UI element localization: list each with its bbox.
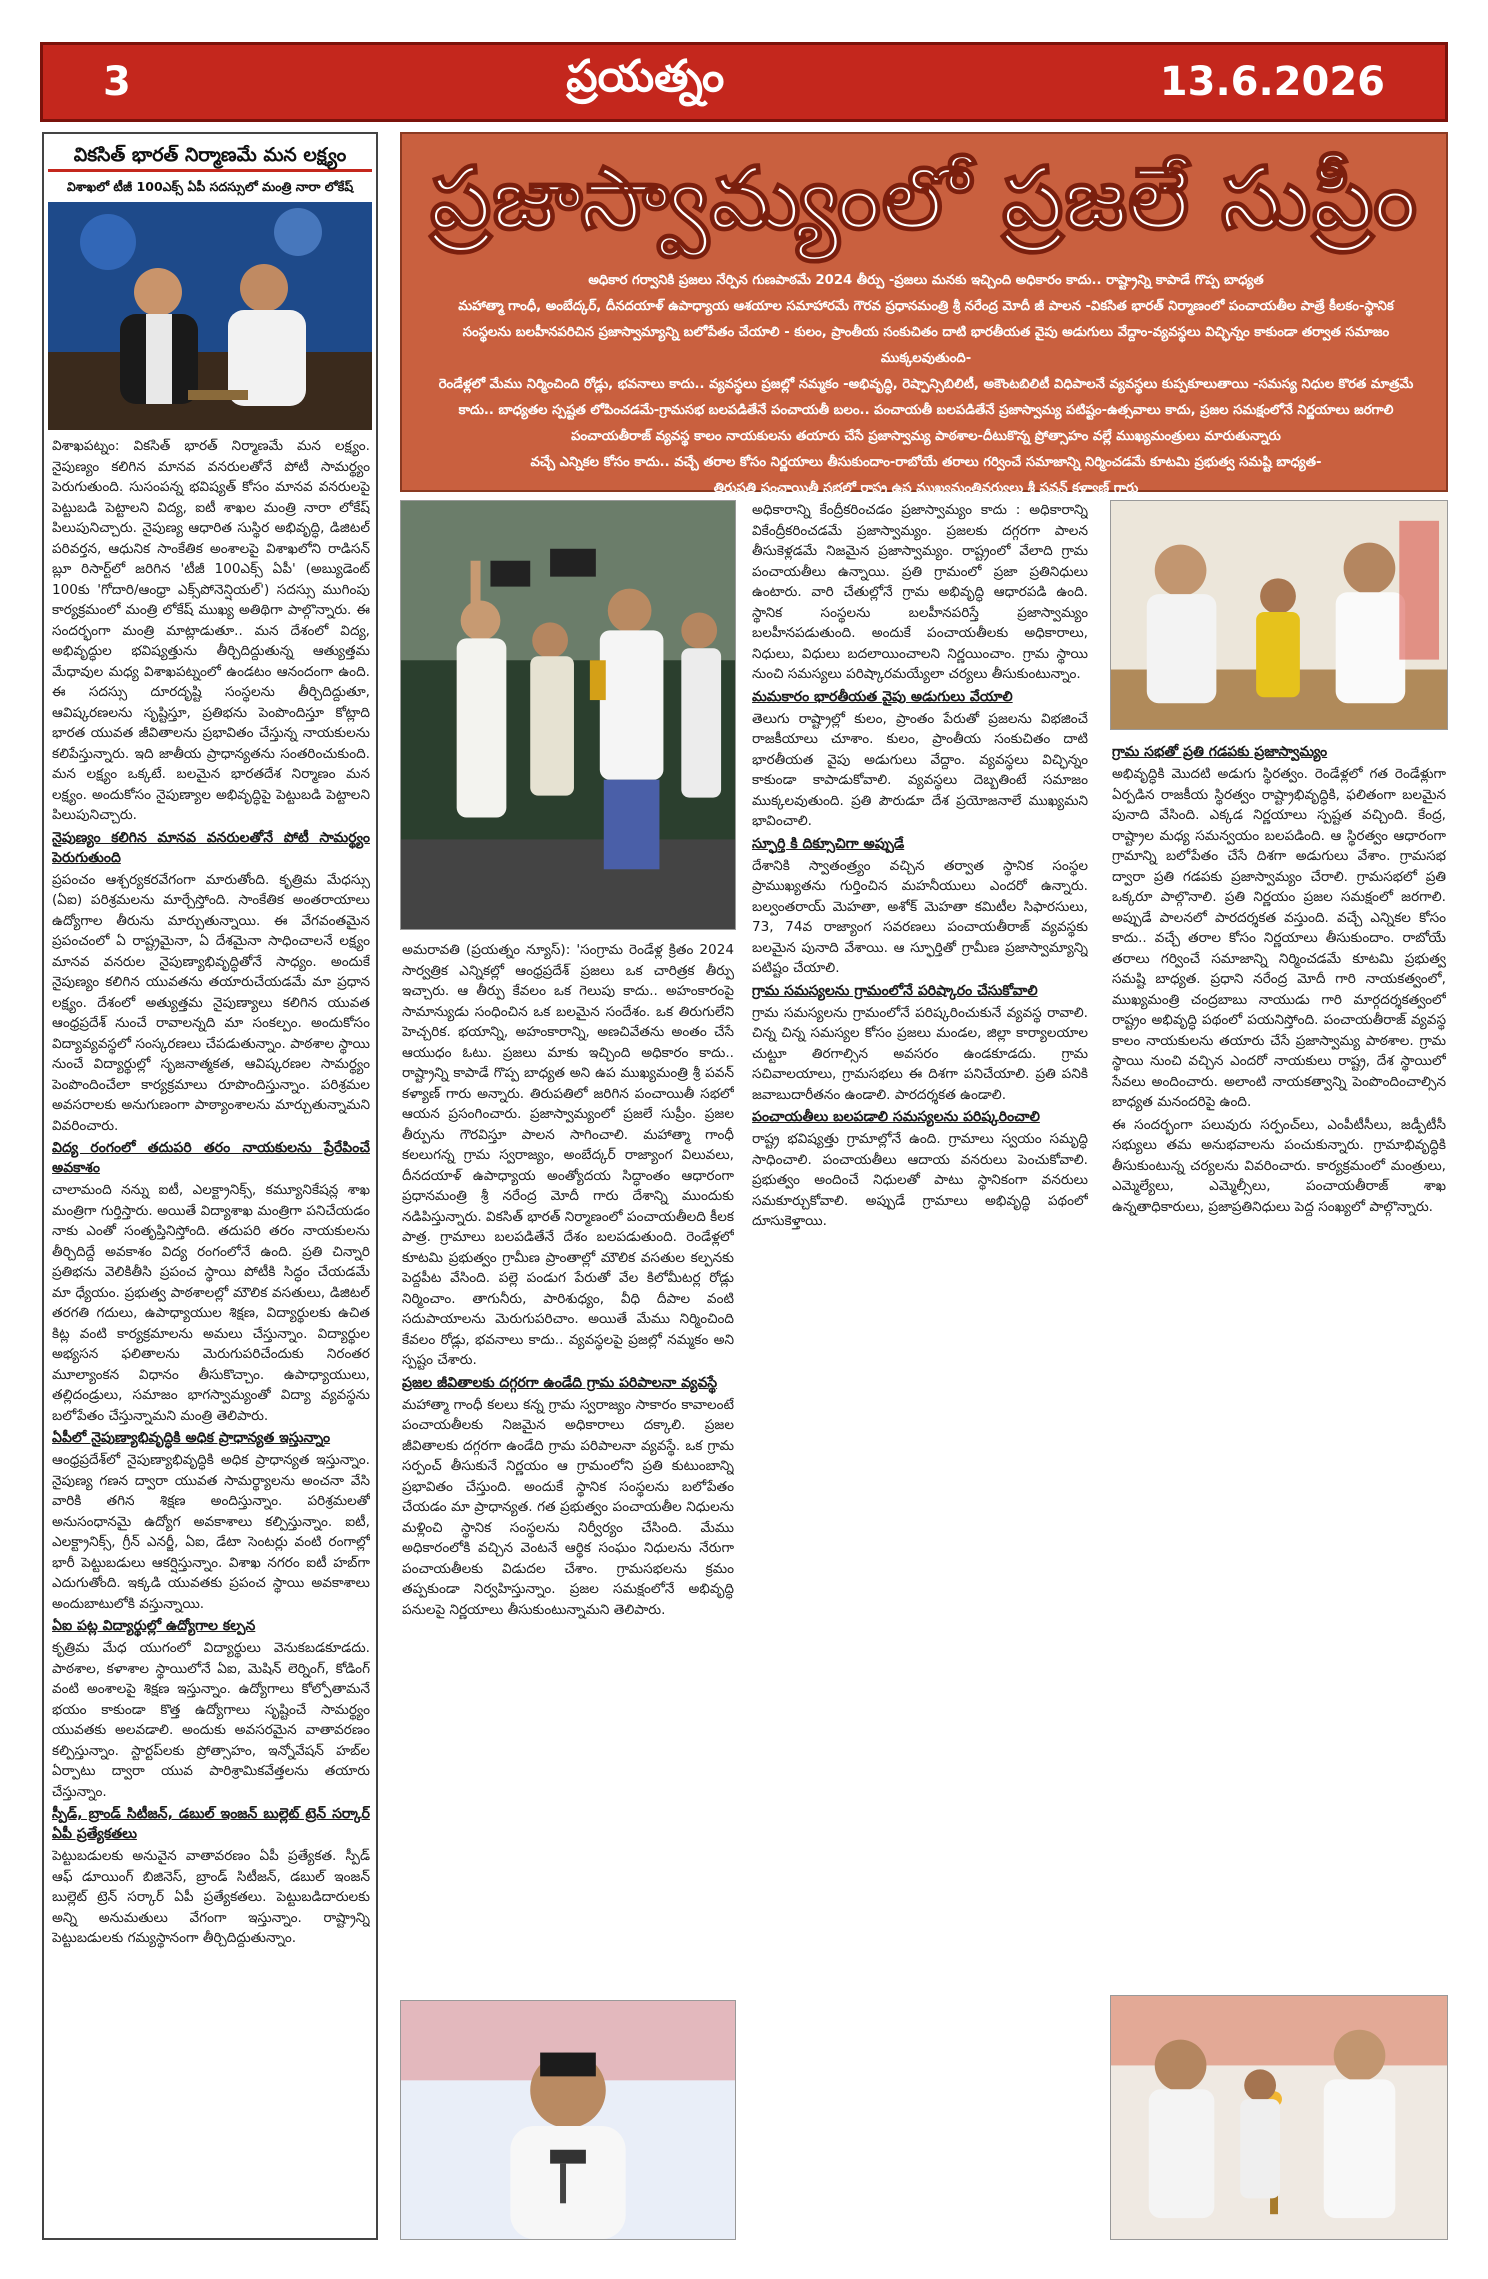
- main-subhead-c: మమకారం భారతీయత వైపు అడుగులు వేయాలి: [752, 688, 1013, 705]
- banner-line: కాదు.. బాధ్యతల స్పష్టత లోపించడమే-గ్రామసభ బలపడితేనే పంచాయతీ బలం.. పంచాయతీ బలపడితేనే ప్రజాస్వామ్య పటిష్టం-ఉత్సవాలు కాదు, ప్రజల సమక్షంలోనే నిర్ణయాలు జరగాలి: [458, 403, 1394, 418]
- main-body-para-c: అధికారాన్ని కేంద్రీకరించడం ప్రజాస్వామ్యం కాదు : అధికారాన్ని వికేంద్రీకరించడమే ప్రజాస్వామ్యం. ప్రజలకు దగ్గరగా పాలన తీసుకెళ్లడమే నిజమైన ప్రజాస్వామ్యం. రాష్ట్రంలో వేలాది గ్రామ పంచాయతీలు ఉన్నాయి. ప్రతి గ్రామంలో ప్రజా ప్రతినిధులు ఉంటారు. వారి చేతుల్లోనే గ్రామ అభివృద్ధి ఆధారపడి ఉంది. స్థానిక సంస్థలను బలహీనపరిస్తే ప్రజాస్వామ్యం బలహీనపడుతుంది. అందుకే పంచాయతీలకు అధికారాలు, నిధులు, విధులు బదలాయించాలని నిర్ణయించాం. గ్రామ స్థాయి నుంచి సమస్యలు పరిష్కారమయ్యేలా చర్యలు తీసుకుంటున్నాం.: [752, 502, 1088, 682]
- left-body-para-4: ఆంధ్రప్రదేశ్‌లో నైపుణ్యాభివృద్ధికి అధిక ప్రాధాన్యత ఇస్తున్నాం. నైపుణ్య గణన ద్వారా యువత సామర్థ్యాలను అంచనా వేసి వారికి తగిన శిక్షణ అందిస్తున్నాం. పరిశ్రమలతో అనుసంధానమై ఉద్యోగ అవకాశాలు కల్పిస్తున్నాం. ఐటీ, ఎలక్ట్రానిక్స్, గ్రీన్ ఎనర్జీ, ఏఐ, డేటా సెంటర్లు వంటి రంగాల్లో భారీ పెట్టుబడులు ఆకర్షిస్తున్నాం. విశాఖ నగరం ఐటీ హబ్‌గా ఎదుగుతోంది. ఇక్కడి యువతకు ప్రపంచ స్థాయి అవకాశాలు అందుబాటులోకి వస్తున్నాయి.: [52, 1452, 370, 1612]
- main-headline: ప్రజాస్వామ్యంలో ప్రజలే సుప్రీం: [430, 149, 1418, 249]
- left-body-para-3: చాలామంది నన్ను ఐటీ, ఎలక్ట్రానిక్స్, కమ్యూనికేషన్ల శాఖ మంత్రిగా గుర్తిస్తారు. అయితే విద్యాశాఖ మంత్రిగా పనిచేయడం నాకు ఎంతో సంతృప్తినిస్తోంది. తదుపరి తరం నాయకులను తీర్చిదిద్దే అవకాశం విద్య రంగంలోనే ఉంది. ప్రతి చిన్నారి ప్రతిభను వెలికితీసి ప్రపంచ స్థాయి పోటీకి సిద్ధం చేయడమే మా ధ్యేయం. ప్రభుత్వ పాఠశాలల్లో మౌలిక వసతులు, డిజిటల్ తరగతి గదులు, ఉపాధ్యాయుల శిక్షణ, విద్యార్థులకు ఉచిత కిట్ల వంటి కార్యక్రమాలను అమలు చేస్తున్నాం. విద్యార్థుల అభ్యసన ఫలితాలను మెరుగుపరిచేందుకు నిరంతర మూల్యాంకన విధానం తీసుకొచ్చాం. ఉపాధ్యాయులు, తల్లిదండ్రులు, సమాజం భాగస్వామ్యంతో విద్యా వ్యవస్థను బలోపేతం చేస్తున్నామని మంత్రి తెలిపారు.: [52, 1182, 370, 1424]
- left-body-para-6: పెట్టుబడులకు అనువైన వాతావరణం ఏపీ ప్రత్యేకత. స్పీడ్ ఆఫ్ డూయింగ్ బిజినెస్, బ్రాండ్ సిటీజన్, డబుల్ ఇంజన్ బుల్లెట్ ట్రెన్ సర్కార్ ఏపీ ప్రత్యేకతలు. పెట్టుబడిదారులకు అన్ని అనుమతులు వేగంగా ఇస్తున్నాం. రాష్ట్రాన్ని పెట్టుబడులకు గమ్యస్థానంగా తీర్చిదిద్దుతున్నాం.: [52, 1848, 370, 1946]
- speech-photo: [400, 2000, 736, 2240]
- main-body-para-i: ఈ సందర్భంగా పలువురు సర్పంచ్‌లు, ఎంపీటీసీలు, జడ్పీటీసీ సభ్యులు తమ అనుభవాలను పంచుకున్నారు. గ్రామాభివృద్ధికి తీసుకుంటున్న చర్యలను వివరించారు. కార్యక్రమంలో మంత్రులు, ఎమ్మెల్యేలు, ఎమ్మెల్సీలు, పంచాయతీరాజ్ శాఖ ఉన్నతాధికారులు, ప్రజాప్రతినిధులు పెద్ద సంఖ్యలో పాల్గొన్నారు.: [1112, 1116, 1446, 1215]
- main-subhead-g: గ్రామ సభతో ప్రతి గడపకు ప్రజాస్వామ్యం: [1112, 744, 1328, 760]
- banner-line: మహాత్మా గాంధీ, అంబేద్కర్, దీనదయాళ్ ఉపాధ్యాయ ఆశయాల సమాహారమే గౌరవ ప్రధానమంత్రి శ్రీ నరేంద్ర మోదీ జీ పాలన -వికసిత భారత్ నిర్మాణంలో పంచాయతీల పాత్రే కీలకం-స్థానిక: [458, 299, 1394, 314]
- page-number: 3: [103, 59, 131, 105]
- left-story-box: [42, 132, 378, 2240]
- banner-line: అధికార గర్వానికి ప్రజలు నేర్పిన గుణపాఠమే 2024 తీర్పు -ప్రజలు మనకు ఇచ్చింది అధికారం కాదు.. రాష్ట్రాన్ని కాపాడే గొప్ప బాధ్యత: [588, 273, 1264, 288]
- left-subhead-5: స్పీడ్, బ్రాండ్ సిటీజన్, డబుల్ ఇంజన్ బుల్లెట్ ట్రెన్ సర్కార్ ఏపీ ప్రత్యేకతలు: [52, 1806, 370, 1842]
- left-story-headline: వికసిత్ భారత్ నిర్మాణమే మన లక్ష్యం: [48, 138, 372, 172]
- main-subhead-e: గ్రామ సమస్యలను గ్రామంలోనే పరిష్కారం చేసుకోవాలి: [752, 982, 1038, 999]
- main-body-para-f: గ్రామ సమస్యలను గ్రామంలోనే పరిష్కరించుకునే వ్యవస్థ రావాలి. చిన్న చిన్న సమస్యల కోసం ప్రజలు మండల, జిల్లా కార్యాలయాల చుట్టూ తిరగాల్సిన అవసరం ఉండకూడదు. గ్రామ సచివాలయాలు, గ్రామసభలు ఈ దిశగా పనిచేయాలి. ప్రతి పనికి జవాబుదారీతనం ఉండాలి. పారదర్శకత ఉండాలి.: [752, 1004, 1088, 1103]
- banner-line: తిరుపతి పంచాయితీ సభలో రాష్ట్ర ఉప ముఖ్యమంత్రివర్యులు శ్రీ పవన్ కళ్యాణ్ గారు: [713, 481, 1139, 496]
- banner-line: పంచాయతీరాజ్ వ్యవస్థ కాలం నాయకులను తయారు చేసే ప్రజాస్వామ్య పాఠశాల-దీటుకొన్న ప్రోత్సాహం వల్లే ముఖ్యమంత్రులు మారుతున్నారు: [571, 429, 1281, 444]
- main-body-para-e: దేశానికి స్వాతంత్ర్యం వచ్చిన తర్వాత స్థానిక సంస్థల ప్రాముఖ్యతను గుర్తించిన మహనీయులు ఎందరో ఉన్నారు. బల్వంతరాయ్ మెహతా, అశోక్ మెహతా కమిటీల సిఫారసులు, 73, 74వ రాజ్యాంగ సవరణలు పంచాయతీరాజ్ వ్యవస్థకు బలమైన పునాది వేశాయి. ఆ స్ఫూర్తితో గ్రామీణ ప్రజాస్వామ్యాన్ని పటిష్టం చేయాలి.: [752, 857, 1088, 976]
- left-subhead-2: విద్య రంగంలో తదుపరి తరం నాయకులను ప్రేరేపించే అవకాశం: [52, 1140, 370, 1176]
- left-body-para-2: ప్రపంచం ఆశ్చర్యకరవేగంగా మారుతోంది. కృత్రిమ మేధస్సు (ఏఐ) పరిశ్రమలను మార్చేస్తోంది. సాంకేతిక అంతరాయాలు ఉద్యోగాల తీరును మార్చుతున్నాయి. ఈ వేగవంతమైన ప్రపంచంలో ఏ రాష్ట్రమైనా, ఏ దేశమైనా సాధించాలనే లక్ష్యం మానవ వనరుల నైపుణ్యాభివృద్ధితోనే సాధ్యం. అందుకే నైపుణ్యం కలిగిన యువతను తయారుచేయడమే మా ప్రధాన లక్ష్యం. దేశంలో అత్యుత్తమ నైపుణ్యాలు కలిగిన యువత ఆంధ్రప్రదేశ్ నుంచే రావాలన్నది మా సంకల్పం. అందుకోసం విద్యావ్యవస్థలో సంస్కరణలు చేపడుతున్నాం. పాఠశాల స్థాయి నుంచే విద్యార్థుల్లో సృజనాత్మకత, ఆవిష్కరణల సామర్థ్యం పెంపొందించేలా కార్యక్రమాలు రూపొందిస్తున్నాం. పరిశ్రమల అవసరాలకు అనుగుణంగా పాఠ్యాంశాలను మార్చుతున్నామని వివరించారు.: [52, 871, 370, 1134]
- left-body-para-5: కృత్రిమ మేధ యుగంలో విద్యార్థులు వెనుకబడకూడదు. పాఠశాల, కళాశాల స్థాయిలోనే ఏఐ, మెషిన్ లెర్నింగ్, కోడింగ్ వంటి అంశాలపై శిక్షణ ఇస్తున్నాం. ఉద్యోగాలు కోల్పోతామనే భయం కాకుండా కొత్త ఉద్యోగాలు సృష్టించే సామర్థ్యం యువతకు అలవడాలి. అందుకు అవసరమైన వాతావరణం కల్పిస్తున్నాం. స్టార్టప్‌లకు ప్రోత్సాహం, ఇన్నోవేషన్ హబ్‌ల ఏర్పాటు ద్వారా యువ పారిశ్రామికవేత్తలను తయారు చేస్తున్నాం.: [52, 1640, 370, 1800]
- left-body-para-1: విశాఖపట్నం: వికసిత్ భారత్ నిర్మాణమే మన లక్ష్యం. నైపుణ్యం కలిగిన మానవ వనరులతోనే పోటీ సామర్థ్యం పెరుగుతుంది. సుసంపన్న భవిష్యత్ కోసం మానవ వనరులపై పెట్టుబడి పెట్టాలని విద్య, ఐటీ శాఖల మంత్రి నారా లోకేష్ పిలుపునిచ్చారు. నైపుణ్య ఆధారిత సుస్థిర అభివృద్ధి, డిజిటల్ పరివర్తన, ఆధునిక సాంకేతిక అంశాలపై విశాఖలోని రాడిసన్ బ్లూ రిసార్ట్‌లో జరిగిన 'టీజీ 100ఎక్స్ ఏపీ' (అబ్యుడెంట్ 100కు 'గోదారి/ఆంధ్రా ఎక్స్‌పోనెన్షియల్') సదస్సు ముగింపు కార్యక్రమంలో మంత్రి లోకేష్ ముఖ్య అతిథిగా పాల్గొన్నారు. ఈ సందర్భంగా మంత్రి మాట్లాడుతూ.. మన దేశంలో విద్య, అభివృద్ధుల భవిష్యత్తును తీర్చిదిద్దుతున్న ఆత్యుత్తమ మేధావుల మధ్య విశాఖపట్నంలో ఉండటం ఆనందంగా ఉంది. ఈ సదస్సు దూరదృష్టి సంస్థలను తీర్చిదిద్దుతూ, ఆవిష్కరణలను సృష్టిస్తూ, ప్రతిభను పెంపొందిస్తూ కోట్లాది భారత యువత జీవితాలను ప్రభావితం చేస్తున్న నాయకులను కలిపేస్తున్నారు. ఇది జాతీయ ప్రాధాన్యతను సంతరించుకుంది. మన లక్ష్యం ఒక్కటే. బలమైన భారతదేశ నిర్మాణం మన లక్ష్యం. అందుకోసం నైపుణ్యాల అభివృద్ధిపై పెట్టుబడి పెట్టాలని పిలుపునిచ్చారు.: [52, 438, 370, 823]
- left-story-body: [52, 436, 370, 2236]
- main-story-col-2: [752, 500, 1088, 2240]
- main-body-para-b: మహాత్మా గాంధీ కలలు కన్న గ్రామ స్వరాజ్యం సాకారం కావాలంటే పంచాయతీలకు నిజమైన అధికారాలు దక్కాలి. ప్రజల జీవితాలకు దగ్గరగా ఉండేది గ్రామ పరిపాలనా వ్యవస్థే. ఒక గ్రామ సర్పంచ్ తీసుకునే నిర్ణయం ఆ గ్రామంలోని ప్రతి కుటుంబాన్ని ప్రభావితం చేస్తుంది. అందుకే స్థానిక సంస్థలను బలోపేతం చేయడం మా ప్రాధాన్యత. గత ప్రభుత్వం పంచాయతీల నిధులను మళ్లించి స్థానిక సంస్థలను నిర్వీర్యం చేసింది. మేము అధికారంలోకి వచ్చిన వెంటనే ఆర్థిక సంఘం నిధులను నేరుగా పంచాయతీలకు విడుదల చేశాం. గ్రామసభలను క్రమం తప్పకుండా నిర్వహిస్తున్నాం. ప్రజల సమక్షంలోనే అభివృద్ధి పనులపై నిర్ణయాలు తీసుకుంటున్నామని తెలిపారు.: [402, 1396, 734, 1618]
- rally-photo: [400, 500, 736, 930]
- masthead-bar: [40, 42, 1448, 122]
- main-subhead-f: పంచాయతీలు బలపడాలి సమస్యలను పరిష్కరించాలి: [752, 1109, 1040, 1125]
- banner-line: వచ్చే ఎన్నికల కోసం కాదు.. వచ్చే తరాల కోసం నిర్ణయాలు తీసుకుందాం-రాబోయే తరాలు గర్వించే సమాజాన్ని నిర్మించడమే కూటమి ప్రభుత్వ సమష్టి బాధ్యత-: [530, 455, 1322, 470]
- issue-date: 13.6.2026: [1159, 59, 1385, 105]
- main-body-para-g: రాష్ట్ర భవిష్యత్తు గ్రామాల్లోనే ఉంది. గ్రామాలు స్వయం సమృద్ధి సాధించాలి. పంచాయతీలు ఆదాయ వనరులు పెంచుకోవాలి. ప్రభుత్వం అందించే నిధులతో పాటు స్థానికంగా వనరులు సమకూర్చుకోవాలి. అప్పుడే గ్రామాలు అభివృద్ధి పథంలో దూసుకెళ్తాయి.: [752, 1131, 1088, 1229]
- left-subhead-4: ఏఐ పట్ల విద్యార్థుల్లో ఉద్యోగాల కల్పన: [52, 1618, 256, 1634]
- main-subhead-a: ప్రజల జీవితాలకు దగ్గరగా ఉండేది గ్రామ పరిపాలనా వ్యవస్థే: [402, 1374, 718, 1391]
- main-headline-banner: [400, 132, 1448, 496]
- left-story-photo: [48, 202, 372, 430]
- banner-subheadlines: [432, 268, 1420, 502]
- main-story-col-3: [1112, 740, 1446, 1980]
- main-story-col-1: [402, 940, 734, 1980]
- left-subhead-3: ఏపీలో నైపుణ్యాభివృద్ధికి అధిక ప్రాధాన్యత ఇస్తున్నాం: [52, 1430, 331, 1446]
- main-body-para-d: తెలుగు రాష్ట్రాల్లో కులం, ప్రాంతం పేరుతో ప్రజలను విభజించే రాజకీయాలు చూశాం. కులం, ప్రాంతీయ సంకుచితం దాటి భారతీయత వైపు అడుగులు వేద్దాం. వ్యవస్థలు విచ్ఛిన్నం కాకుండా కాపాడుకోవాలి. వ్యవస్థలు దెబ్బతింటే సమాజం ముక్కలవుతుంది. ప్రతి పౌరుడూ దేశ ప్రయోజనాలే ముఖ్యమని భావించాలి.: [752, 710, 1088, 829]
- banner-line: సంస్థలను బలహీనపరిచిన ప్రజాస్వామ్యాన్ని బలోపేతం చేయాలి - కులం, ప్రాంతీయ సంకుచితం దాటి భారతీయత వైపు అడుగులు వేద్దాం-వ్యవస్థలు విచ్ఛిన్నం కాకుండా తర్వాత సమాజం ముక్కలవుతుంది-: [462, 325, 1390, 366]
- paper-name: ప్రయత్నం: [566, 51, 725, 102]
- left-subhead-1: నైపుణ్యం కలిగిన మానవ వనరులతోనే పోటీ సామర్థ్యం పెరుగుతుంది: [52, 829, 370, 866]
- main-body-para-h: అభివృద్ధికి మొదటి అడుగు స్థిరత్వం. రెండేళ్లలో గత రెండేళ్లుగా ఏర్పడిన రాజకీయ స్థిరత్వం రాష్ట్రాభివృద్ధికి, ఫలితంగా బలమైన పునాది వేసింది. ఎక్కడ నిర్ణయాలు స్పష్టత వచ్చింది. కేంద్ర, రాష్ట్రాల మధ్య సమన్వయం బలపడింది. ఆ స్థిరత్వం ఆధారంగా గ్రామాన్ని బలోపేతం చేసే దిశగా అడుగులు వేశాం. గ్రామసభ ద్వారా ప్రతి గడపకు ప్రజాస్వామ్యం చేరాలి. గ్రామసభలో ప్రతి ఒక్కరూ పాల్గొనాలి. ప్రతి నిర్ణయం ప్రజల సమక్షంలో జరగాలి. అప్పుడే పాలనలో పారదర్శకత వస్తుంది. వచ్చే ఎన్నికల కోసం కాదు.. వచ్చే తరాల కోసం నిర్ణయాలు తీసుకుందాం. రాబోయే తరాలు గర్వించే సమాజాన్ని నిర్మించడమే కూటమి ప్రభుత్వ సమష్టి బాధ్యత. ప్రధాని నరేంద్ర మోదీ గారి నాయకత్వంలో, ముఖ్యమంత్రి చంద్రబాబు నాయుడు గారి మార్గదర్శకత్వంలో రాష్ట్రం అభివృద్ధి పథంలో పయనిస్తోంది. పంచాయతీరాజ్ వ్యవస్థ కాలం నాయకులను తయారు చేసే ప్రజాస్వామ్య పాఠశాల. గ్రామ స్థాయి నుంచి వచ్చిన ఎందరో నాయకులు రాష్ట్ర, దేశ స్థాయిలో సేవలు అందించారు. అలాంటి నాయకత్వాన్ని పెంపొందించాల్సిన బాధ్యత మనందరిపై ఉంది.: [1112, 766, 1446, 1110]
- left-story-subhead: విశాఖలో టీజీ 100ఎక్స్ ఏపీ సదస్సులో మంత్రి నారా లోకేష్: [66, 179, 354, 194]
- banner-line: రెండేళ్లలో మేము నిర్మించింది రోడ్లు, భవనాలు కాదు.. వ్యవస్థలు ప్రజల్లో నమ్మకం -అభివృద్ధి, రెష్పాన్సిబిలిటీ, అకౌంటబిలిటీ విధిపాలనే వ్యవస్థలు కుప్పకూలుతాయి -సమస్య నిధుల కొరత మాత్రమే: [438, 377, 1414, 392]
- lamp-lighting-photo: [1110, 1995, 1448, 2240]
- main-subhead-d: స్ఫూర్తి కి దిక్సూచిగా అప్పుడే: [752, 835, 905, 852]
- main-body-para-a: అమరావతి (ప్రయత్నం న్యూస్): 'సంగ్రామ రెండేళ్ల క్రితం 2024 సార్వత్రిక ఎన్నికల్లో ఆంధ్రప్రదేశ్ ప్రజలు ఒక చారిత్రక తీర్పు ఇచ్చారు. ఆ తీర్పు కేవలం ఒక గెలుపు కాదు.. అహంకారంపై సామాన్యుడు సంధించిన ఒక బలమైన సందేశం. ఒక తిరుగులేని హెచ్చరిక. భయాన్ని, అహంకారాన్ని, అణచివేతను అంతం చేసే ఆయుధం ఓటు. ప్రజలు మాకు ఇచ్చింది అధికారం కాదు.. రాష్ట్రాన్ని కాపాడే గొప్ప బాధ్యత అని ఉప ముఖ్యమంత్రి శ్రీ పవన్ కళ్యాణ్ గారు అన్నారు. తిరుపతిలో జరిగిన పంచాయితీ సభలో ఆయన ప్రసంగించారు. ప్రజాస్వామ్యంలో ప్రజలే సుప్రీం. ప్రజల తీర్పును గౌరవిస్తూ పాలన సాగించాలి. మహాత్మా గాంధీ కలలుగన్న గ్రామ స్వరాజ్యం, అంబేద్కర్ రాజ్యాంగ విలువలు, దీనదయాళ్ ఉపాధ్యాయ అంత్యోదయ సిద్ధాంతం ఆధారంగా ప్రధానమంత్రి శ్రీ నరేంద్ర మోదీ గారు దేశాన్ని ముందుకు నడిపిస్తున్నారు. వికసిత్ భారత్ నిర్మాణంలో పంచాయతీలది కీలక పాత్ర. గ్రామాలు బలపడితేనే దేశం బలపడుతుంది. రెండేళ్లలో కూటమి ప్రభుత్వం గ్రామీణ ప్రాంతాల్లో మౌలిక వసతుల కల్పనకు పెద్దపీట వేసింది. పల్లె పండుగ పేరుతో వేల కిలోమీటర్ల రోడ్లు నిర్మించాం. తాగునీరు, పారిశుధ్యం, వీధి దీపాల వంటి సదుపాయాలను మెరుగుపరిచాం. అయితే మేము నిర్మించింది కేవలం రోడ్లు, భవనాలు కాదు.. వ్యవస్థలపై ప్రజల్లో నమ్మకం అని స్పష్టం చేశారు.: [402, 942, 734, 1368]
- stage-leaders-photo: [1110, 500, 1448, 730]
